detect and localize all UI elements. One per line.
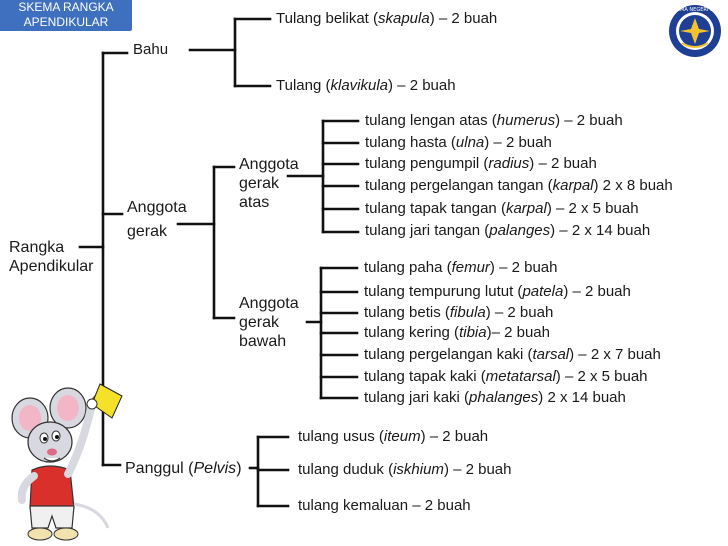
bawah-item: tulang kering (tibia)– 2 buah	[364, 324, 550, 341]
panggul-item: tulang usus (iteum) – 2 buah	[298, 428, 489, 445]
panggul-item: tulang kemaluan – 2 buah	[298, 497, 471, 514]
bawah-item: tulang tapak kaki (metatarsal) – 2 x 5 buah	[364, 368, 648, 385]
slide-title-line2: APENDIKULAR	[23, 15, 109, 29]
svg-text:SMA NEGERI 1: SMA NEGERI 1	[676, 7, 714, 13]
atas-item: tulang pergelangan tangan (karpal) 2 x 8 buah	[365, 177, 673, 194]
bahu-item: Tulang belikat (skapula) – 2 buah	[276, 10, 498, 27]
root-label-line1: Rangka	[9, 239, 65, 256]
anggota-gerak-bawah-label: Anggota gerak bawah	[239, 295, 299, 350]
mouse-mascot-icon	[0, 378, 130, 546]
root-label	[9, 238, 94, 276]
bahu-label: Bahu	[133, 41, 169, 58]
slide-title-line1: SKEMA RANGKA	[18, 0, 114, 14]
atas-item: tulang pengumpil (radius) – 2 buah	[365, 155, 597, 172]
bawah-item: tulang pergelangan kaki (tarsal) – 2 x 7 buah	[364, 346, 661, 363]
atas-item: tulang tapak tangan (karpal) – 2 x 5 buah	[365, 200, 639, 217]
root-label-line2: Apendikular	[9, 258, 94, 275]
bawah-item: tulang jari kaki (phalanges) 2 x 14 buah	[364, 389, 626, 406]
atas-item: tulang hasta (ulna) – 2 buah	[365, 134, 552, 151]
atas-item: tulang lengan atas (humerus) – 2 buah	[365, 112, 623, 129]
atas-item: tulang jari tangan (palanges) – 2 x 14 buah	[365, 222, 651, 239]
anggota-gerak-atas-label: Anggota gerak atas	[239, 156, 299, 211]
bahu-item: Tulang (klavikula) – 2 buah	[276, 77, 456, 94]
bawah-item: tulang paha (femur) – 2 buah	[364, 259, 558, 276]
bawah-item: tulang betis (fibula) – 2 buah	[364, 304, 554, 321]
bawah-item: tulang tempurung lutut (patela) – 2 buah	[364, 283, 631, 300]
anggota-gerak-label: Anggota gerak	[127, 199, 187, 240]
panggul-label: Panggul (Pelvis)	[125, 460, 242, 477]
panggul-item: tulang duduk (iskhium) – 2 buah	[298, 461, 512, 478]
